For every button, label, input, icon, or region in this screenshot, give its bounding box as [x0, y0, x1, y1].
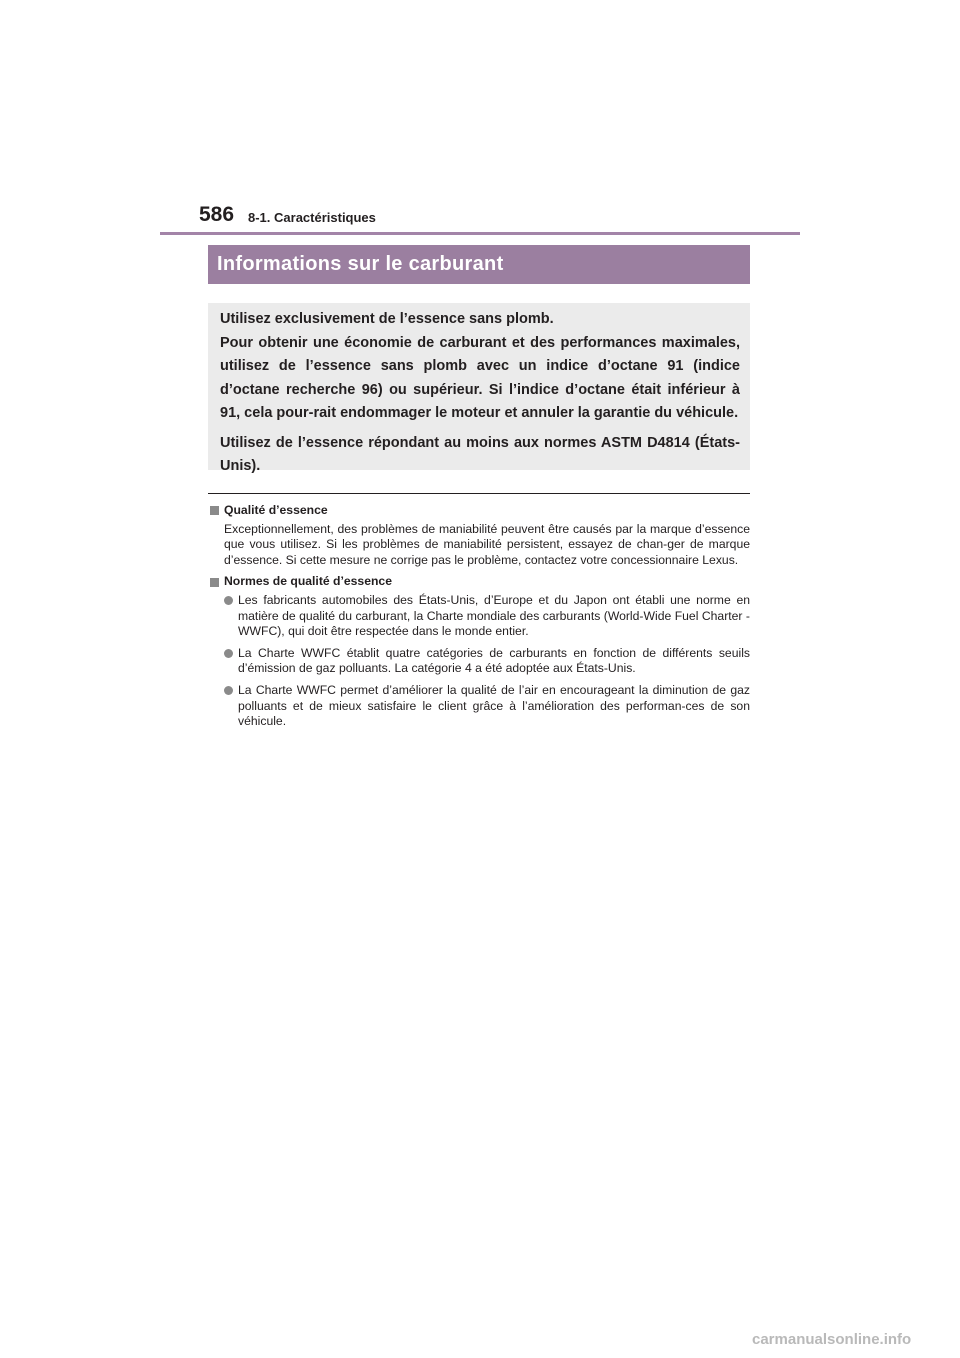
subheading-text: Qualité d’essence — [224, 503, 328, 517]
summary-line-1: Utilisez exclusivement de l’essence sans plomb. — [220, 311, 554, 327]
list-item — [224, 683, 750, 730]
subheading-fuel-quality — [210, 503, 750, 519]
footer-watermark: carmanualsonline.info — [752, 1331, 912, 1348]
content-body — [210, 503, 750, 736]
page-title-bar — [208, 245, 750, 284]
header-rule — [160, 232, 800, 235]
circle-bullet-icon — [224, 686, 233, 695]
summary-line-2: Pour obtenir une économie de carburant et des performances maximales, utilisez de l’essence sans plomb avec un indice d’octane 91 (indice d’octane recherche 96) ou supérieur. Si l’indice d’octane était inférieur à 91, cela pour-rait endommager le moteur et annuler la garantie du véhicule. — [220, 334, 740, 421]
summary-box — [208, 303, 750, 474]
list-item-text: La Charte WWFC établit quatre catégories de carburants en fonction de différents seuils d’émission de gaz polluants. La catégorie 4 a été adoptée aux États-Unis. — [238, 645, 750, 676]
list-item-text: Les fabricants automobiles des États-Unis, d’Europe et du Japon ont établi une norme en matière de qualité du carburant, la Charte mondiale des carburants (World-Wide Fuel Charter - WWFC), qui doit être respectée dans le monde entier. — [238, 592, 750, 639]
summary-line-3: Utilisez de l’essence répondant au moins aux normes ASTM D4814 (États-Unis). — [220, 434, 740, 474]
subheading-quality-standards — [210, 574, 750, 590]
circle-bullet-icon — [224, 596, 233, 605]
fuel-quality-paragraph: Exceptionnellement, des problèmes de maniabilité peuvent être causés par la marque d’essence que vous utilisez. Si les problèmes de maniabilité persistent, essayez de chan-ger de marque d’essence. Si cette mesure ne corrige pas le problème, contactez votre concessionnaire Lexus. — [224, 521, 750, 567]
content-divider — [208, 493, 750, 494]
list-item — [224, 593, 750, 640]
list-item-text: La Charte WWFC permet d’améliorer la qualité de l’air en encourageant la diminution de gaz polluants et de mieux satisfaire le client grâce à l’amélioration des performan-ces de son véhicule. — [238, 682, 750, 729]
square-bullet-icon — [210, 506, 219, 515]
section-label: 8-1. Caractéristiques — [248, 210, 376, 225]
subheading-text: Normes de qualité d’essence — [224, 574, 392, 589]
page-title: Informations sur le carburant — [217, 253, 504, 275]
list-item — [224, 646, 750, 677]
square-bullet-icon — [210, 578, 219, 587]
page-number: 586 — [199, 203, 235, 226]
circle-bullet-icon — [224, 649, 233, 658]
